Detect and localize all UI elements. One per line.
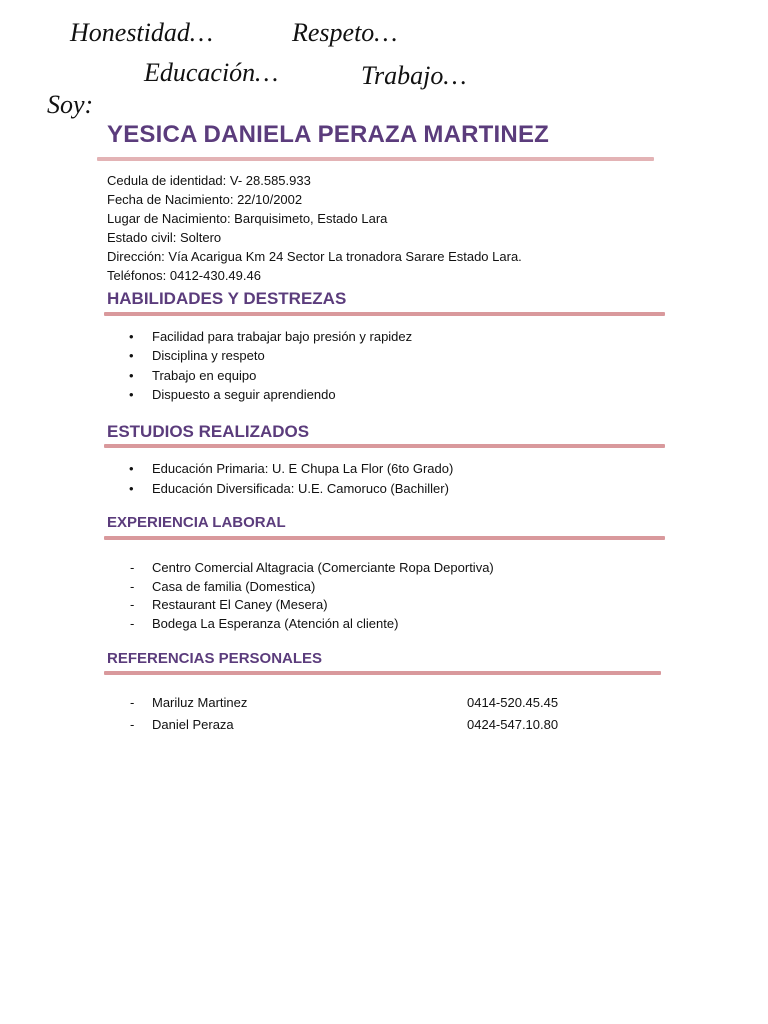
birth-date: Fecha de Nacimiento: 22/10/2002 bbox=[107, 192, 303, 207]
bullet-icon: • bbox=[129, 387, 134, 402]
civil-status: Estado civil: Soltero bbox=[107, 230, 222, 245]
bullet-icon: • bbox=[129, 461, 134, 476]
list-item: Centro Comercial Altagracia (Comerciante Ropa Deportiva) bbox=[152, 560, 494, 575]
dash-icon: - bbox=[130, 579, 135, 594]
full-name: YESICA DANIELA PERAZA MARTINEZ bbox=[107, 121, 550, 148]
list-item: Dispuesto a seguir aprendiendo bbox=[152, 387, 336, 402]
reference-phone: 0424-547.10.80 bbox=[467, 717, 559, 732]
bullet-icon: • bbox=[129, 368, 134, 383]
address: Dirección: Vía Acarigua Km 24 Sector La tronadora Sarare Estado Lara. bbox=[107, 249, 522, 264]
list-item: Facilidad para trabajar bajo presión y rapidez bbox=[152, 329, 413, 344]
phones: Teléfonos: 0412-430.49.46 bbox=[107, 268, 261, 283]
list-item: Educación Primaria: U. E Chupa La Flor (6to Grado) bbox=[152, 461, 454, 476]
list-item: Trabajo en equipo bbox=[152, 368, 257, 383]
bullet-icon: • bbox=[129, 481, 134, 496]
id-number: Cedula de identidad: V- 28.585.933 bbox=[107, 173, 311, 188]
bullet-icon: • bbox=[129, 348, 134, 363]
studies-divider bbox=[104, 444, 665, 448]
reference-phone: 0414-520.45.45 bbox=[467, 695, 559, 710]
experience-divider bbox=[104, 536, 665, 540]
list-item: Restaurant El Caney (Mesera) bbox=[152, 597, 328, 612]
value-respeto: Respeto… bbox=[292, 18, 398, 47]
list-item: Bodega La Esperanza (Atención al cliente) bbox=[152, 616, 399, 631]
value-educacion: Educación… bbox=[144, 58, 279, 87]
birth-place: Lugar de Nacimiento: Barquisimeto, Estado Lara bbox=[107, 211, 388, 226]
dash-icon: - bbox=[130, 597, 135, 612]
experience-heading: EXPERIENCIA LABORAL bbox=[107, 514, 286, 531]
soy-label: Soy: bbox=[47, 90, 94, 119]
dash-icon: - bbox=[130, 560, 135, 575]
dash-icon: - bbox=[130, 616, 135, 631]
dash-icon: - bbox=[130, 717, 135, 732]
dash-icon: - bbox=[130, 695, 135, 710]
reference-name: Daniel Peraza bbox=[152, 717, 234, 732]
bullet-icon: • bbox=[129, 329, 134, 344]
list-item: Casa de familia (Domestica) bbox=[152, 579, 316, 594]
list-item: Disciplina y respeto bbox=[152, 348, 265, 363]
skills-divider bbox=[104, 312, 665, 316]
reference-name: Mariluz Martinez bbox=[152, 695, 248, 710]
references-divider bbox=[104, 671, 661, 675]
value-honestidad: Honestidad… bbox=[70, 18, 213, 47]
name-divider bbox=[97, 157, 654, 161]
value-trabajo: Trabajo… bbox=[361, 61, 467, 90]
studies-heading: ESTUDIOS REALIZADOS bbox=[107, 422, 310, 441]
references-heading: REFERENCIAS PERSONALES bbox=[107, 650, 323, 667]
list-item: Educación Diversificada: U.E. Camoruco (Bachiller) bbox=[152, 481, 449, 496]
skills-heading: HABILIDADES Y DESTREZAS bbox=[107, 289, 347, 308]
